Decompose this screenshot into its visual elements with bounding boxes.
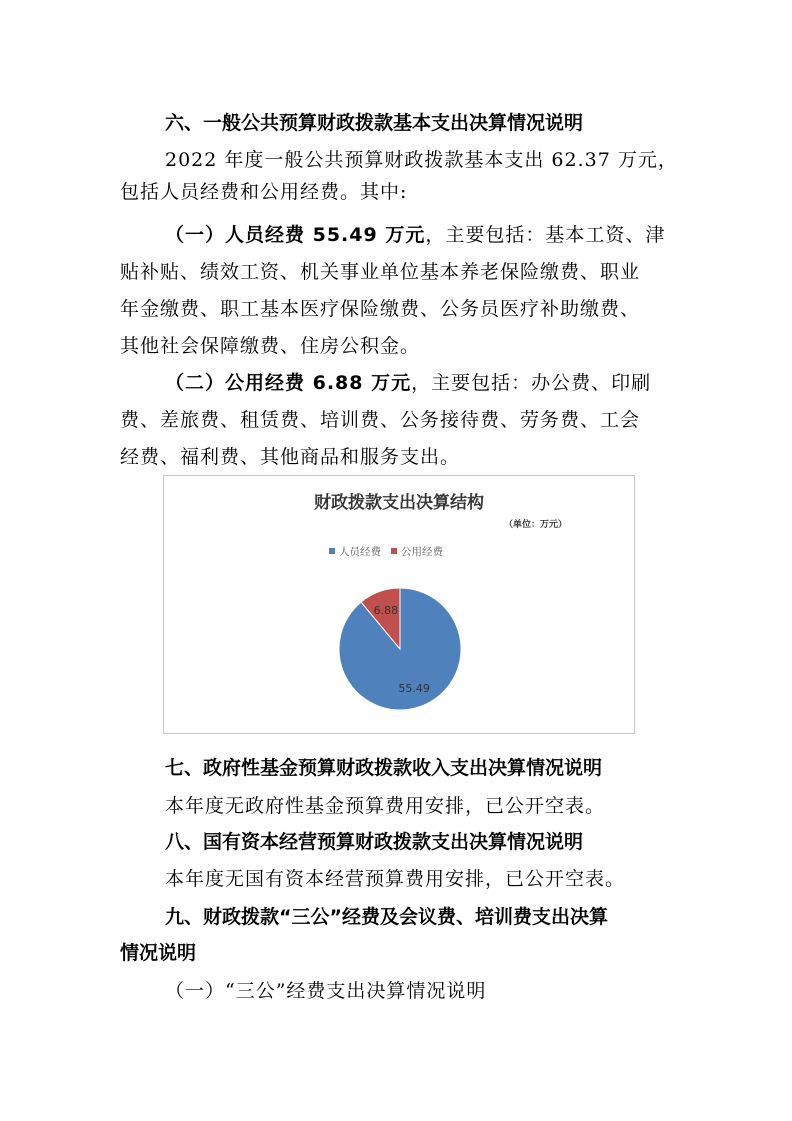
legend-swatch: [329, 548, 335, 554]
paragraph-line: 年金缴费、职工基本医疗保险缴费、公务员医疗补助缴费、: [120, 298, 641, 320]
pie-data-label: 6.88: [373, 603, 399, 617]
item-1-line: [165, 220, 665, 247]
section-7-heading: 七、政府性基金预算财政拨款收入支出决算情况说明: [165, 757, 603, 779]
section-9-heading-cont: 情况说明: [120, 942, 197, 964]
subsection-heading: （一）“三公”经费支出决算情况说明: [165, 980, 487, 1002]
pie-data-label: 55.49: [398, 682, 430, 696]
item-2-line: [165, 368, 651, 395]
paragraph-line: 经费、福利费、其他商品和服务支出。: [120, 446, 461, 468]
item-2-emphasis: （二）公用经费 6.88 万元: [165, 372, 412, 394]
item-1-text: ，主要包括：基本工资、津: [425, 224, 666, 246]
paragraph-line: 本年度无国有资本经营预算费用安排，已公开空表。: [165, 868, 626, 890]
chart-title: 财政拨款支出决算结构: [314, 493, 484, 513]
paragraph-line: 其他社会保障缴费、住房公积金。: [120, 335, 421, 357]
pie-chart: [163, 475, 635, 734]
legend-swatch: [391, 548, 397, 554]
item-2-text: ，主要包括：办公费、印刷: [411, 372, 652, 394]
section-8-heading: 八、国有资本经营预算财政拨款支出决算情况说明: [165, 831, 584, 853]
item-1-emphasis: （一）人员经费 55.49 万元: [165, 224, 426, 246]
paragraph-line: 包括人员经费和公用经费。其中:: [120, 181, 408, 203]
section-9-heading: 九、财政拨款“三公”经费及会议费、培训费支出决算: [165, 906, 608, 928]
legend-label: 人员经费: [339, 546, 381, 558]
paragraph-line: 费、差旅费、租赁费、培训费、公务接待费、劳务费、工会: [120, 409, 641, 431]
section-6-heading: 六、一般公共预算财政拨款基本支出决算情况说明: [165, 112, 584, 134]
chart-unit-note: （单位：万元）: [504, 520, 568, 530]
paragraph-line: 本年度无政府性基金预算费用安排，已公开空表。: [165, 795, 606, 817]
paragraph-line: 贴补贴、绩效工资、机关事业单位基本养老保险缴费、职业: [120, 261, 641, 283]
legend-label: 公用经费: [401, 546, 443, 558]
paragraph-line: 2022 年度一般公共预算财政拨款基本支出 62.37 万元，: [165, 149, 678, 171]
chart-legend: [329, 545, 443, 558]
pie-chart-canvas: [164, 476, 634, 733]
